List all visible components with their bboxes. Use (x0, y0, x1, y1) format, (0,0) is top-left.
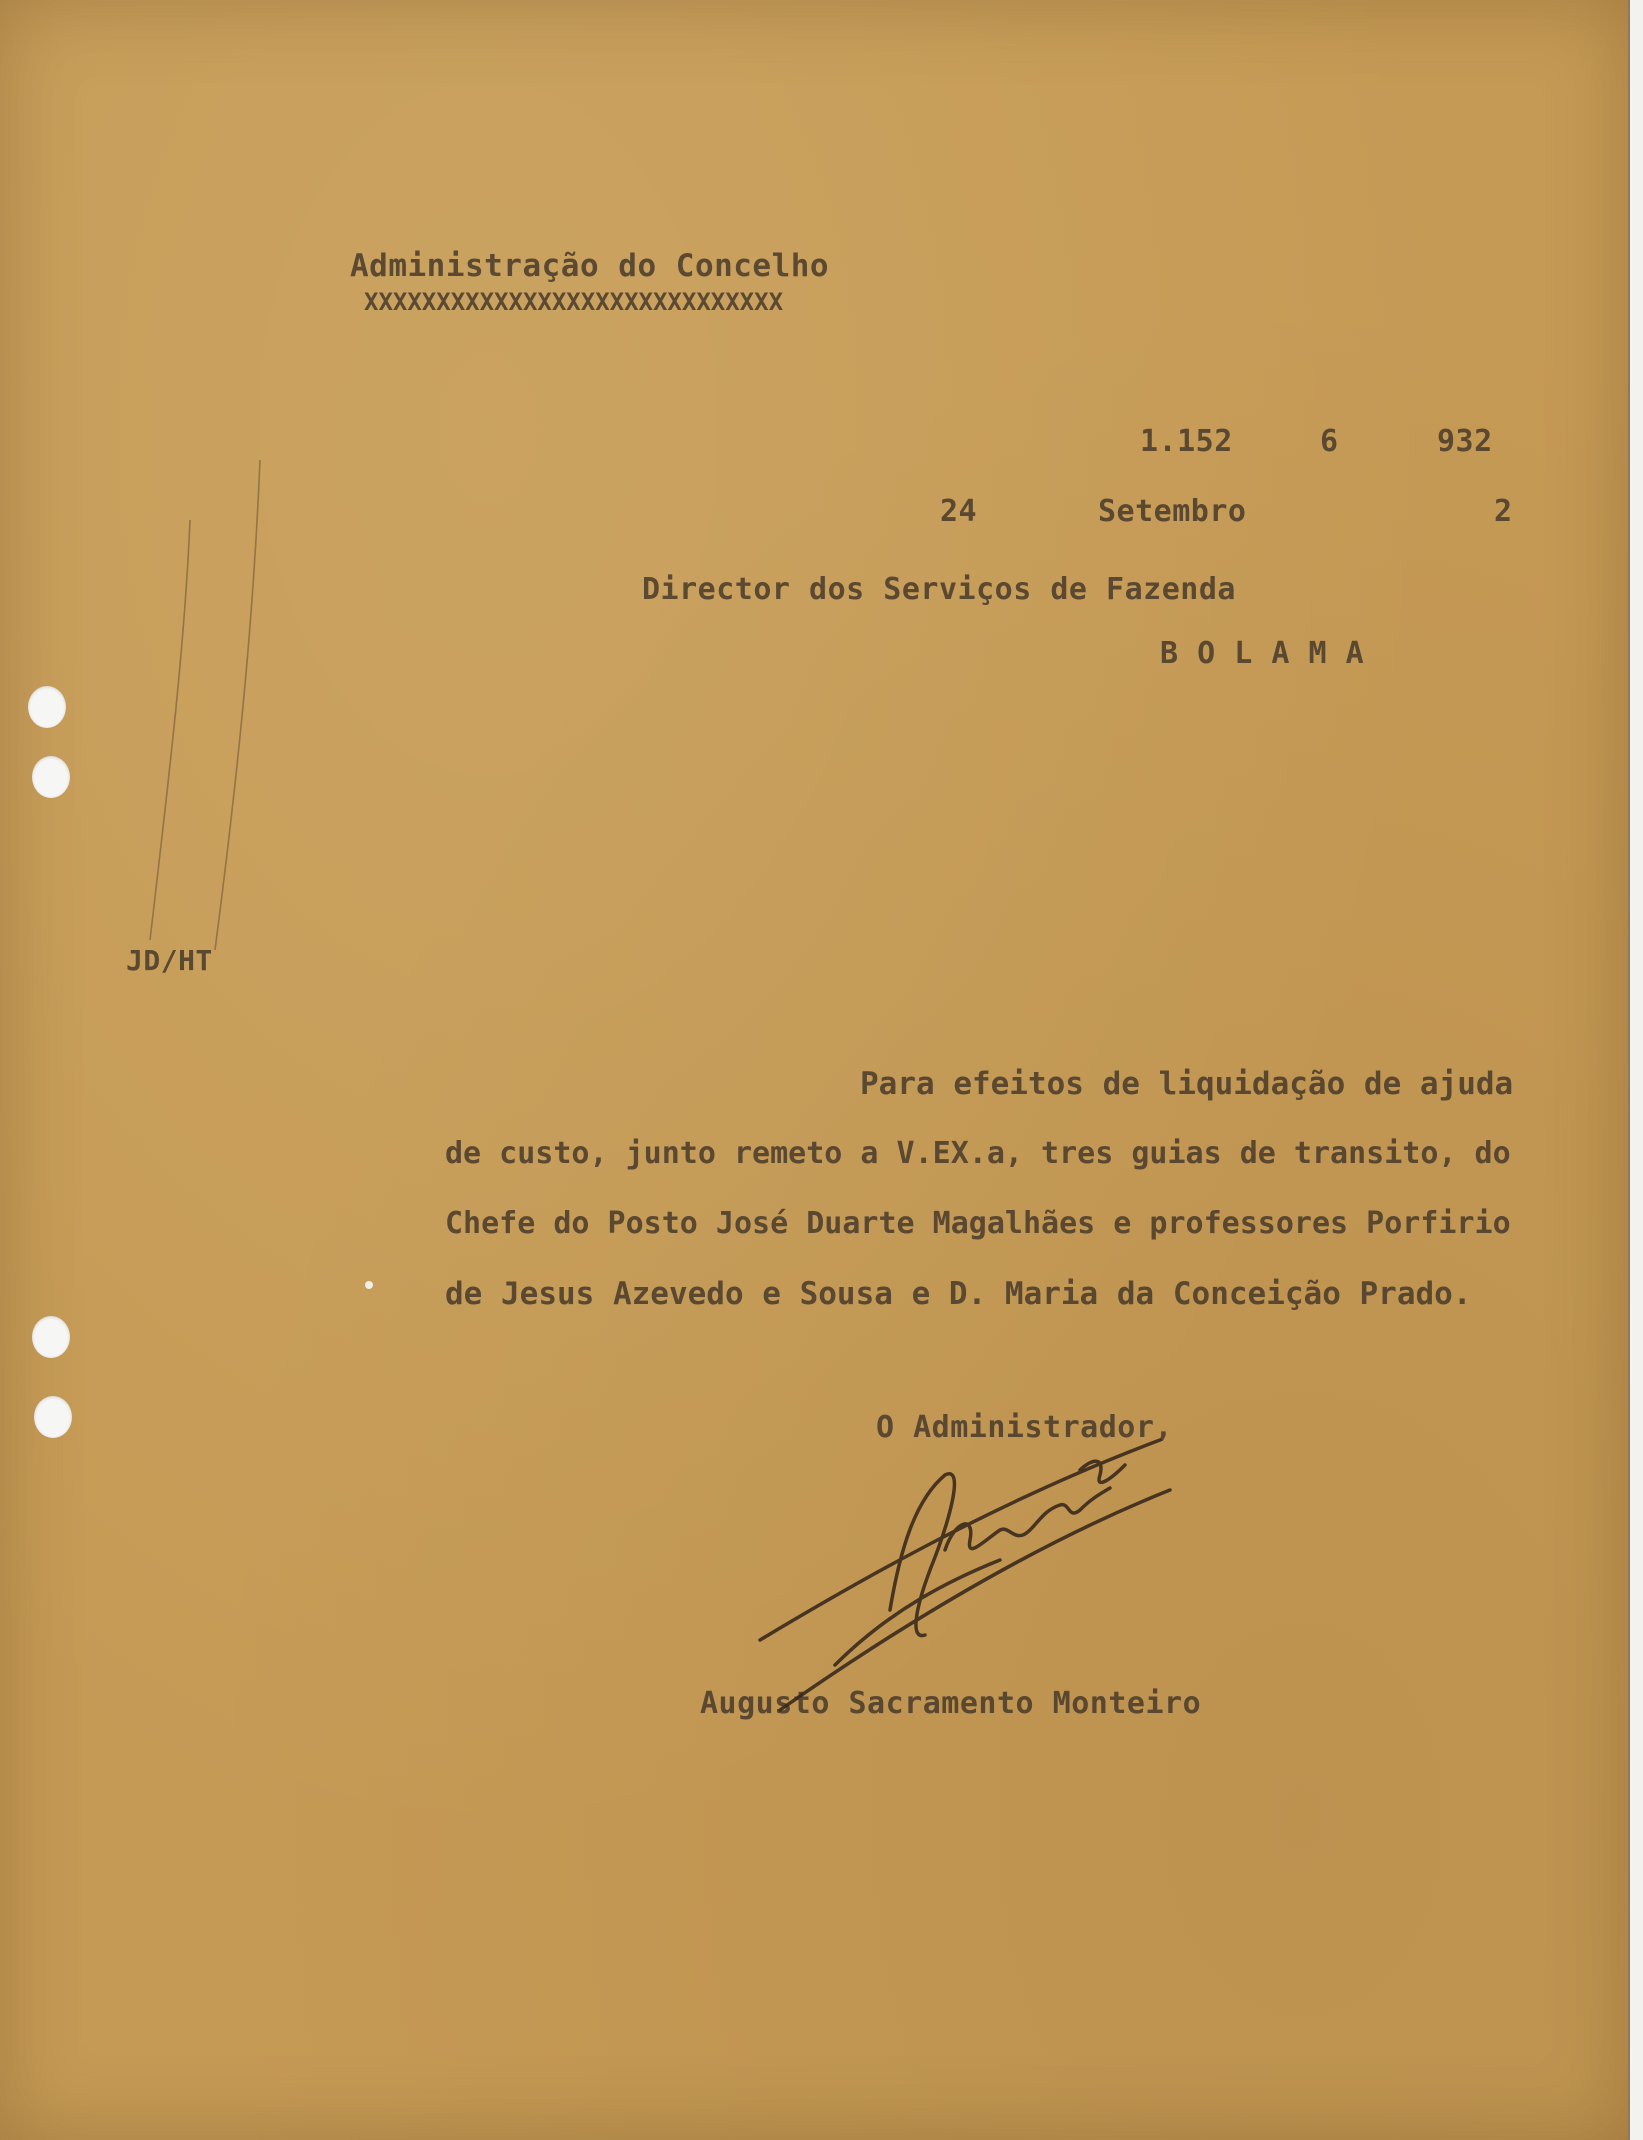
body-line-3: Chefe do Posto José Duarte Magalhães e professores Porfirio (445, 1206, 1511, 1241)
office-heading: Administração do Concelho (350, 248, 830, 284)
punch-hole (32, 756, 70, 798)
recipient-title: Director dos Serviços de Fazenda (642, 572, 1236, 607)
punch-hole (34, 1396, 72, 1438)
body-line-2: de custo, junto remeto a V.EX.a, tres guias de transito, do (445, 1136, 1511, 1171)
reference-series: 6 (1320, 424, 1339, 459)
date-day: 24 (940, 494, 978, 529)
body-line-1: Para efeitos de liquidação de ajuda (860, 1066, 1514, 1102)
body-line-4: de Jesus Azevedo e Sousa e D. Maria da Conceição Prado. (445, 1276, 1472, 1312)
punch-hole (28, 686, 66, 728)
pencil-marks (130, 440, 280, 960)
punch-hole (32, 1316, 70, 1358)
struck-out-line: XXXXXXXXXXXXXXXXXXXXXXXXXXXXX (364, 288, 784, 316)
reference-year: 932 (1437, 424, 1493, 459)
date-year: 2 (1494, 494, 1513, 529)
signatory-name: Augusto Sacramento Monteiro (700, 1686, 1202, 1721)
signatory-role: O Administrador, (876, 1410, 1173, 1445)
recipient-place: B O L A M A (1160, 636, 1365, 671)
reference-number: 1.152 (1140, 424, 1233, 459)
date-month: Setembro (1098, 494, 1247, 529)
handwritten-signature (740, 1380, 1180, 1740)
scan-edge (1628, 0, 1643, 2140)
typist-initials: JD/HT (126, 944, 213, 977)
paper-speck (365, 1281, 373, 1289)
